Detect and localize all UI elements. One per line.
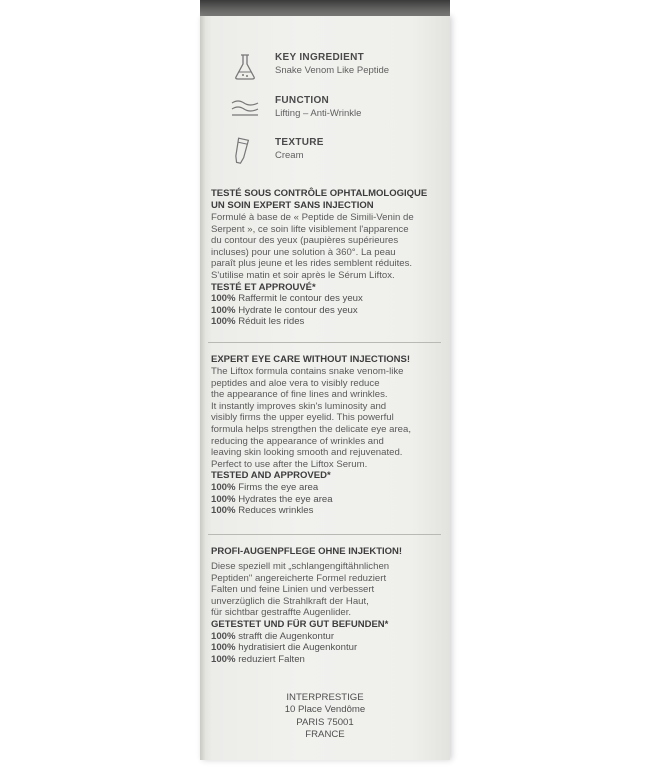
french-subheading: TESTÉ ET APPROUVÉ* [211, 281, 316, 293]
claim-percent: 100% [211, 481, 236, 493]
body-line: The Liftox formula contains snake venom-like [211, 366, 404, 377]
tube-icon [230, 137, 260, 167]
claim-percent: 100% [211, 493, 236, 505]
claim-percent: 100% [211, 642, 236, 654]
french-section [211, 188, 439, 328]
body-line: für sichtbar gestraffte Augenlider. [211, 607, 352, 619]
company-address [200, 692, 450, 742]
feature-label: FUNCTION [275, 95, 330, 106]
address-line: FRANCE [305, 729, 345, 741]
body-line: visibly firms the upper eyelid. This powerful [211, 412, 394, 424]
claim-line [211, 482, 439, 494]
address-line: INTERPRESTIGE [286, 692, 364, 703]
body-line: It instantly improves skin's luminosity and [211, 400, 387, 412]
english-body [211, 366, 439, 470]
body-line: Peptiden" angereicherte Formel reduziert [211, 572, 387, 584]
body-line: Diese speziell mit „schlangengiftähnlichen [211, 561, 390, 572]
body-line: Serpent », ce soin lifte visiblement l'apparence [211, 223, 409, 235]
claim-percent: 100% [211, 505, 236, 517]
claim-line [211, 494, 439, 506]
claim-line [211, 293, 439, 305]
english-section [211, 354, 439, 517]
feature-label: TEXTURE [275, 137, 324, 148]
body-line: paraît plus jeune et les rides semblent réduites. [211, 258, 413, 270]
claim-line [211, 631, 439, 643]
feature-label: KEY INGREDIENT [275, 52, 365, 63]
feature-value: Snake Venom Like Peptide [275, 65, 390, 76]
body-line: Falten und feine Linien und verbessert [211, 584, 375, 596]
body-line: S'utilise matin et soir après le Sérum Liftox. [211, 269, 395, 281]
claim-percent: 100% [211, 653, 236, 665]
body-line: reducing the appearance of wrinkles and [211, 435, 384, 447]
claim-percent: 100% [211, 316, 236, 328]
address-line: 10 Place Vendôme [284, 704, 366, 716]
wave-lines-icon [230, 95, 260, 125]
claim-text: Raffermit le contour des yeux [235, 293, 363, 305]
flask-icon [230, 52, 260, 82]
section-divider [208, 342, 441, 343]
claim-line [211, 642, 439, 654]
german-subheading: GETESTET UND FÜR GUT BEFUNDEN* [211, 618, 389, 630]
claim-text: Firms the eye area [235, 481, 319, 493]
address-line: PARIS 75001 [296, 716, 354, 728]
body-line: Perfect to use after the Liftox Serum. [211, 458, 368, 470]
box-fold-edge [200, 16, 206, 760]
french-body [211, 212, 439, 282]
claim-text: Reduces wrinkles [235, 505, 314, 517]
claim-text: hydratisiert die Augenkontur [235, 642, 358, 654]
claim-text: strafft die Augenkontur [235, 630, 335, 642]
body-line: du contour des yeux (paupières supérieures [211, 235, 399, 247]
body-line: Formulé à base de « Peptide de Simili-Venin de [211, 212, 414, 223]
claim-percent: 100% [211, 630, 236, 642]
claim-percent: 100% [211, 293, 236, 305]
claim-text: Hydrate le contour des yeux [235, 304, 358, 316]
feature-value: Lifting – Anti-Wrinkle [275, 108, 362, 119]
claim-text: Hydrates the eye area [235, 493, 333, 505]
claim-line [211, 505, 439, 517]
german-section [211, 546, 439, 665]
feature-value: Cream [275, 150, 304, 161]
claim-text: Réduit les rides [235, 316, 305, 328]
claim-line [211, 305, 439, 317]
french-heading-line-1: TESTÉ SOUS CONTRÔLE OPHTALMOLOGIQUE [211, 188, 428, 199]
german-heading: PROFI-AUGENPFLEGE OHNE INJEKTION! [211, 546, 403, 557]
body-line: the appearance of fine lines and wrinkles. [211, 389, 388, 401]
german-body [211, 561, 439, 619]
body-line: peptides and aloe vera to visibly reduce [211, 377, 380, 389]
english-heading: EXPERT EYE CARE WITHOUT INJECTIONS! [211, 354, 410, 365]
claim-line [211, 654, 439, 666]
section-divider [208, 534, 441, 535]
english-subheading: TESTED AND APPROVED* [211, 470, 331, 482]
body-line: leaving skin looking smooth and rejuvenated. [211, 447, 403, 459]
claim-line [211, 316, 439, 328]
claim-percent: 100% [211, 304, 236, 316]
body-line: formula helps strengthen the delicate eye area, [211, 423, 411, 435]
claim-text: reduziert Falten [235, 653, 305, 665]
product-box-panel [200, 16, 450, 760]
french-heading-line-2: UN SOIN EXPERT SANS INJECTION [211, 200, 374, 211]
body-line: unverzüglich die Strahlkraft der Haut, [211, 595, 369, 607]
body-line: incluses) pour une solution à 360°. La peau [211, 246, 396, 258]
